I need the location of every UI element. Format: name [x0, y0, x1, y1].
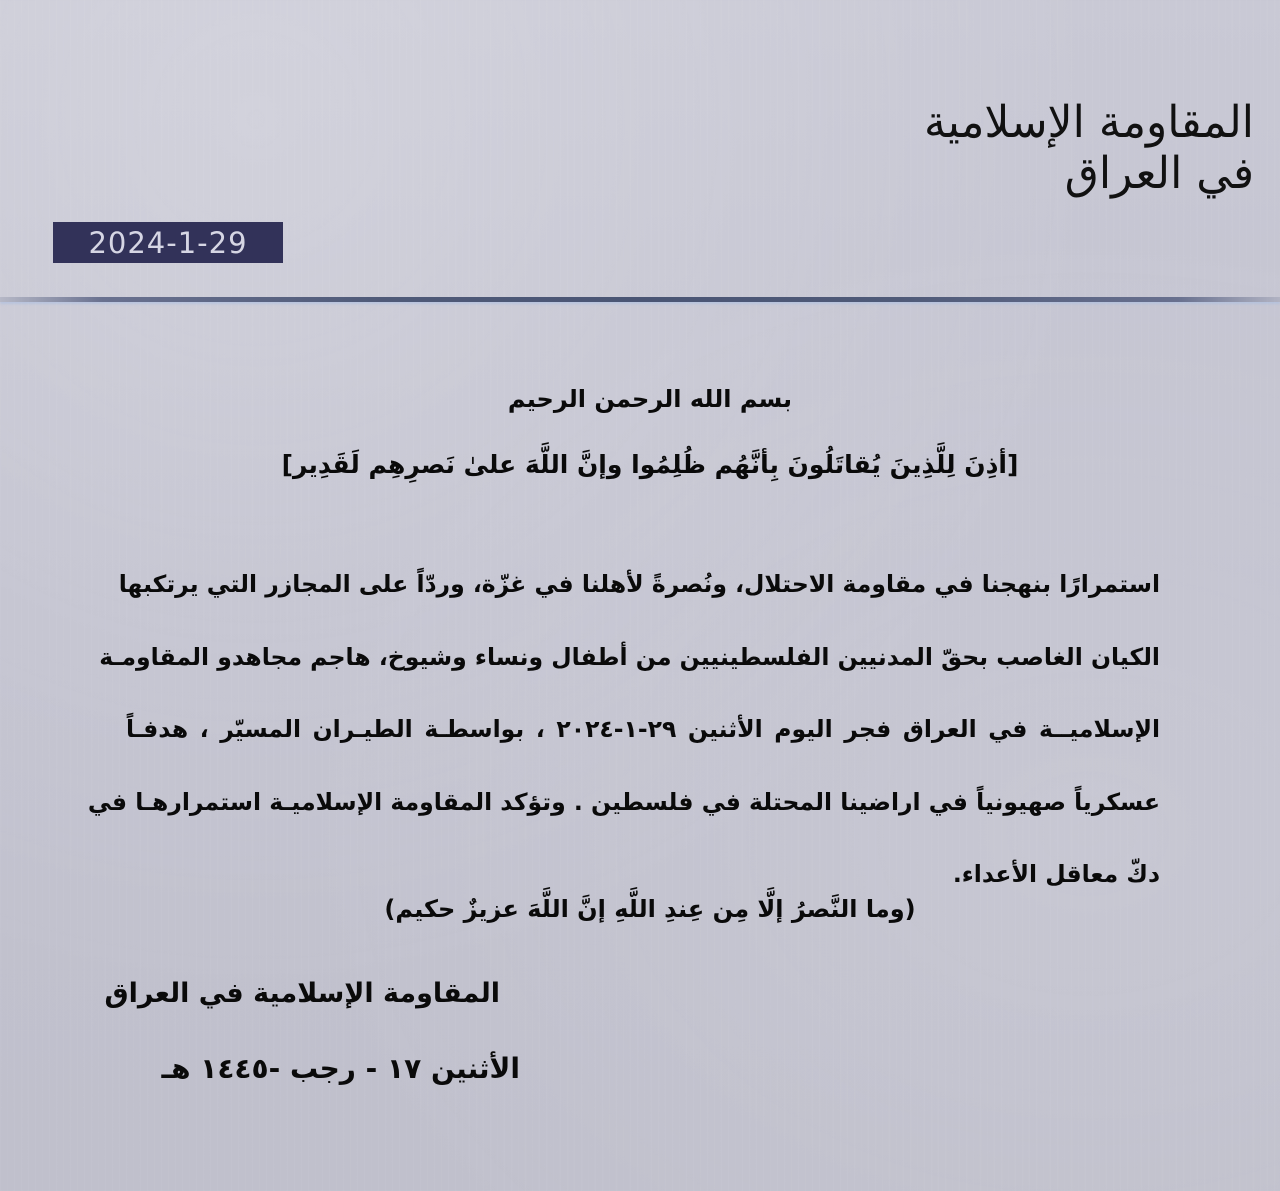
basmala-heading: بسم الله الرحمن الرحيم: [507, 385, 793, 413]
statement-body-line: الإسلاميــة في العراق فجر اليوم الأثنين ٢٩-١-٢٠٢٤ ، بواسطـة الطيـران المسيّر ، هدفـاً: [126, 715, 1160, 743]
closing-quran-verse: (وما النَّصرُ إلَّا مِن عِندِ اللَّهِ إنَّ اللَّهَ عزيزٌ حكيم): [384, 895, 916, 923]
organization-logo-calligraphy: المقاومة الإسلامية في العراق: [924, 97, 1254, 199]
date-badge: 2024-1-29: [53, 222, 283, 263]
signature-hijri-date: الأثنين ١٧ - رجب -١٤٤٥ هـ: [161, 1052, 520, 1085]
opening-quran-verse: [أذِنَ لِلَّذِينَ يُقاتَلُونَ بِأنَّهُم ظُلِمُوا وإنَّ اللَّهَ علىٰ نَصرِهِم لَقَدِير]: [281, 450, 1019, 479]
signature-organization: المقاومة الإسلامية في العراق: [104, 978, 500, 1009]
header-divider: [0, 297, 1280, 302]
statement-body-line: دكّ معاقل الأعداء.: [952, 860, 1160, 888]
statement-body-line: الكيان الغاصب بحقّ المدنيين الفلسطينيين من أطفال ونساء وشيوخ، هاجم مجاهدو المقاومـة: [99, 642, 1160, 671]
statement-body-line: استمرارًا بنهجنا في مقاومة الاحتلال، ونُصرةً لأهلنا في غزّة، وردّاً على المجازر التي يرتكبها: [118, 570, 1160, 598]
statement-body-line: عسكرياً صهيونياً في اراضينا المحتلة في فلسطين . وتؤكد المقاومة الإسلاميـة استمرارهـا في: [87, 787, 1160, 816]
statement-body: [87, 548, 1160, 911]
